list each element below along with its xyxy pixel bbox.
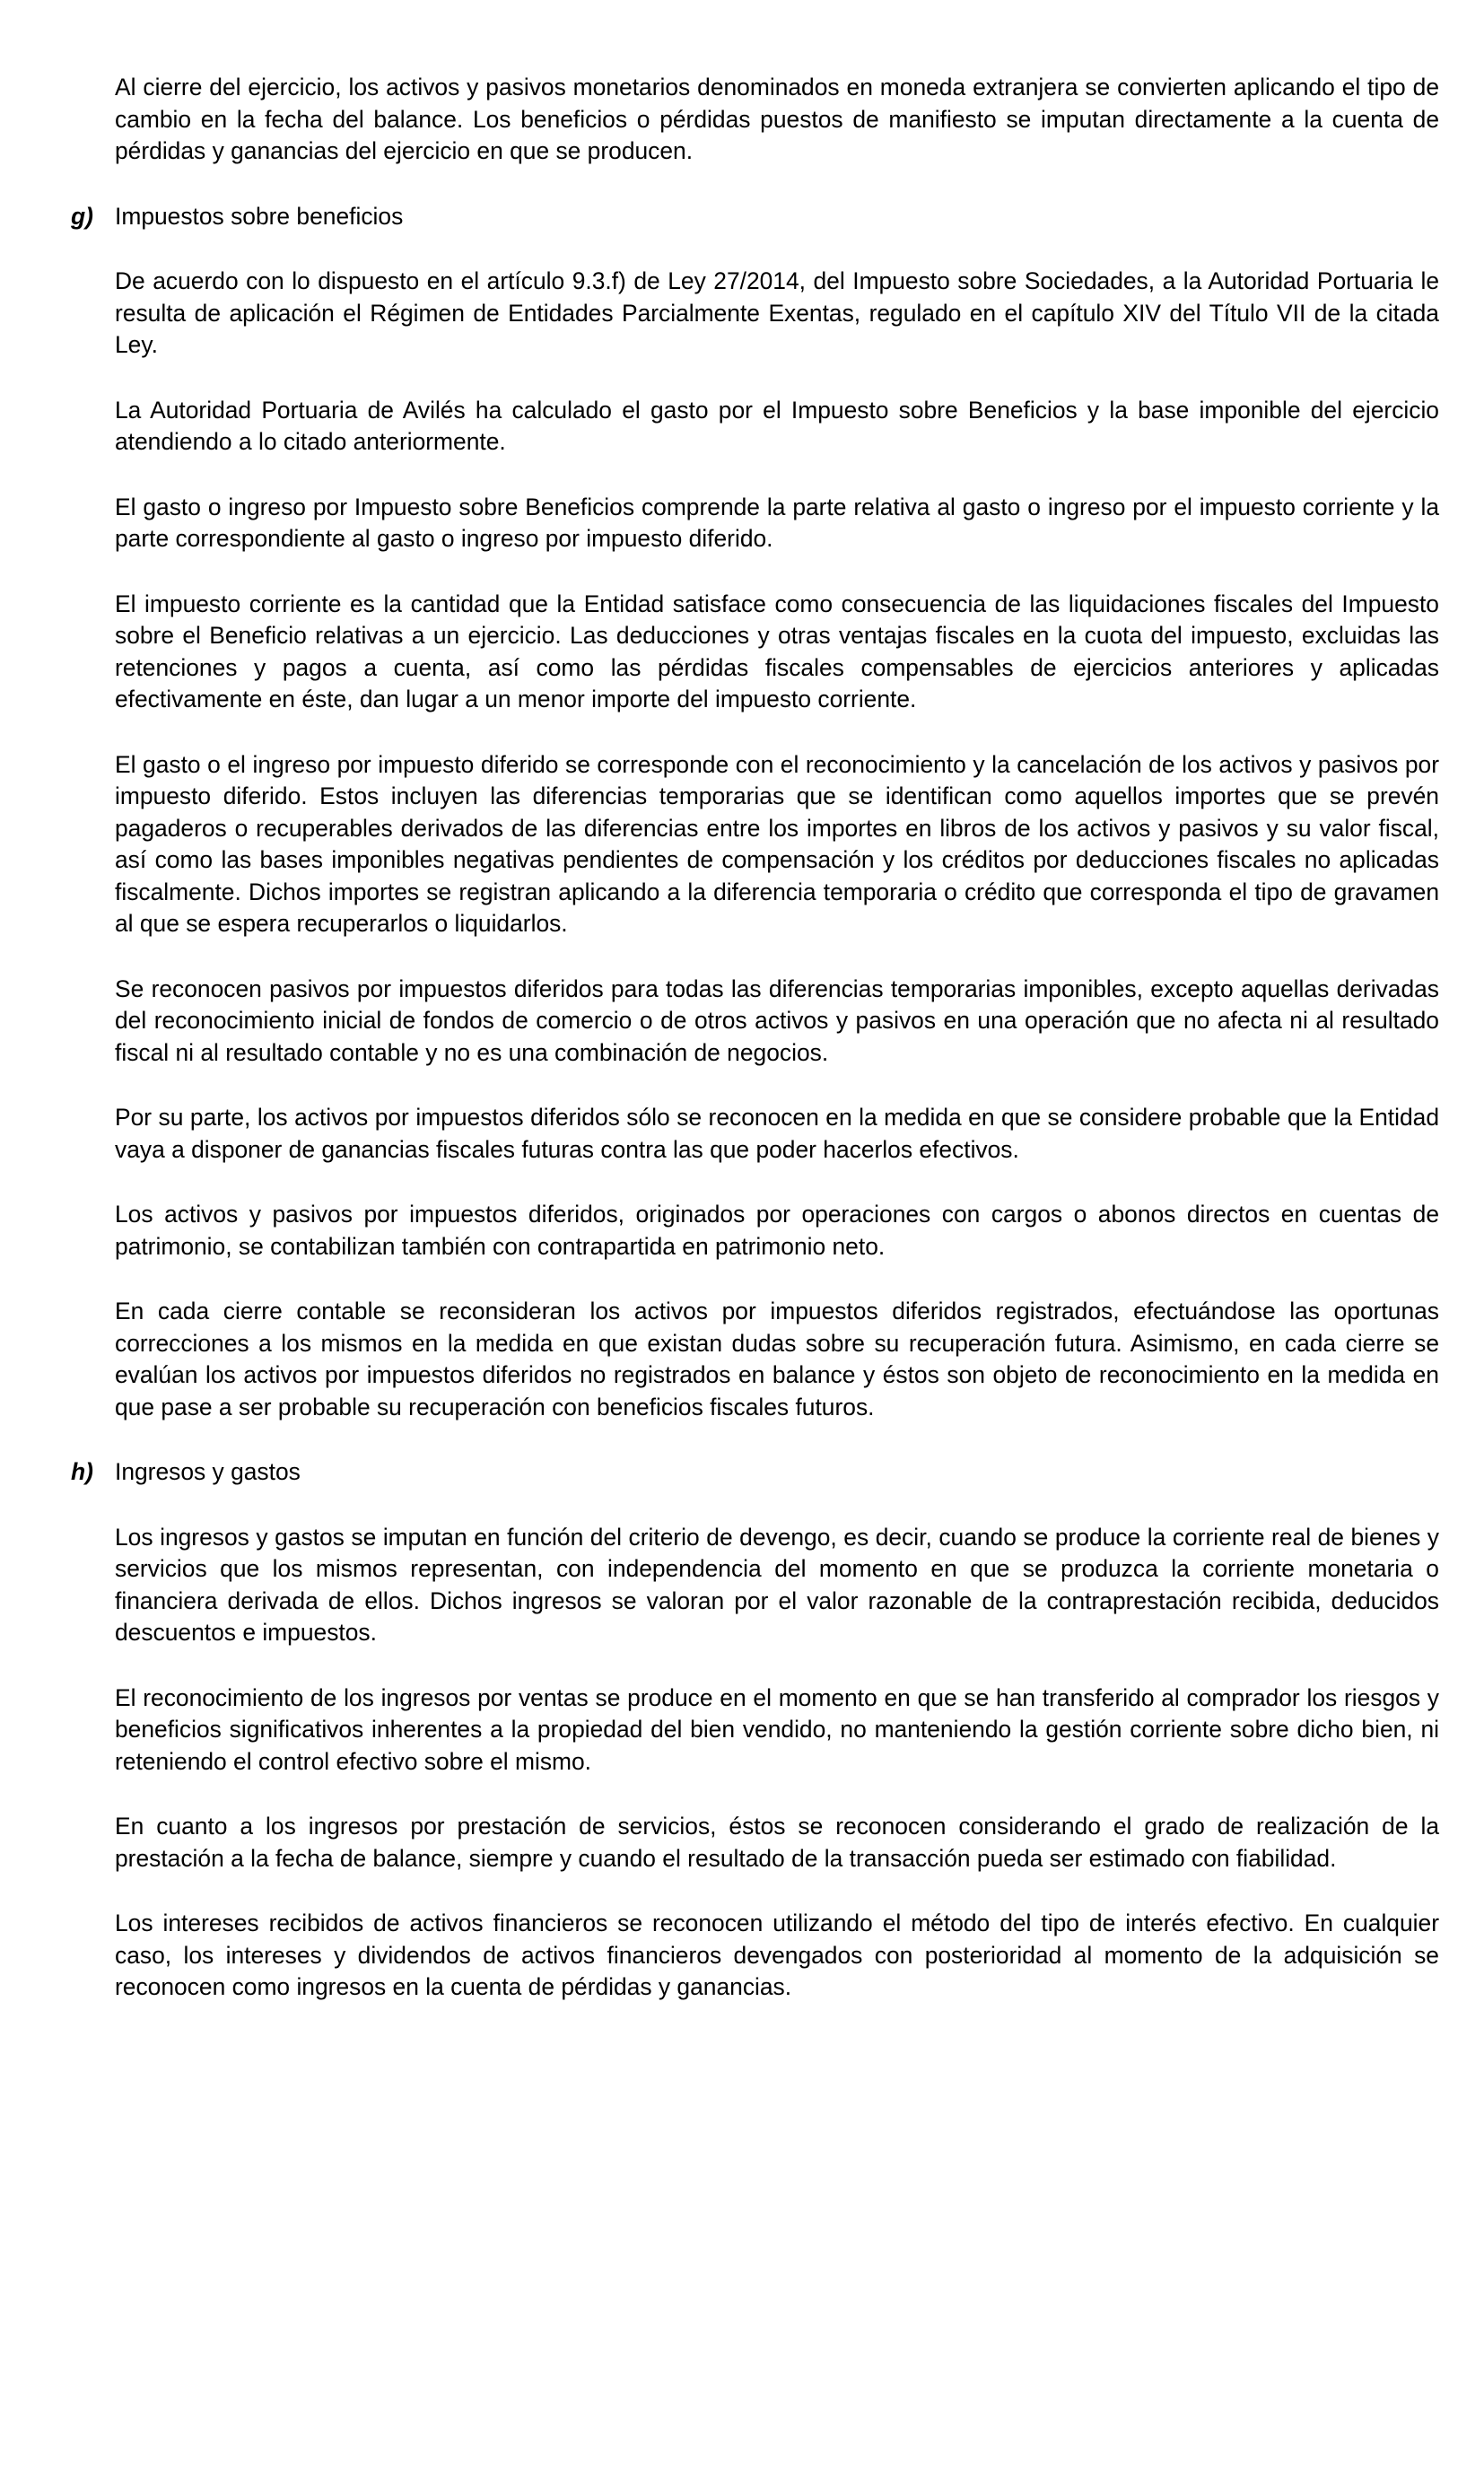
section-heading-g	[71, 201, 1439, 233]
paragraph: Los activos y pasivos por impuestos diferidos, originados por operaciones con cargos o abonos directos en cuentas de patrimonio, se contabilizan también con contrapartida en patrimonio neto.	[115, 1201, 1439, 1260]
section-letter: h)	[71, 1458, 93, 1485]
section-title: Impuestos sobre beneficios	[115, 202, 404, 230]
section-letter: g)	[71, 202, 93, 230]
paragraph: Por su parte, los activos por impuestos diferidos sólo se reconocen en la medida en que se considere probable que la Entidad vaya a disponer de ganancias fiscales futuras contra las que poder hacerlos efectivos.	[115, 1104, 1439, 1163]
paragraph-foreign-currency: Al cierre del ejercicio, los activos y pasivos monetarios denominados en moneda extranjera se convierten aplicando el tipo de cambio en la fecha del balance. Los beneficios o pérdidas puestos de manifiesto se imputan directamente a la cuenta de pérdidas y ganancias del ejercicio en que se producen.	[115, 74, 1439, 164]
section-title: Ingresos y gastos	[115, 1458, 301, 1485]
paragraph: El reconocimiento de los ingresos por ventas se produce en el momento en que se han transferido al comprador los riesgos y beneficios significativos inherentes a la propiedad del bien vendido, no manteniendo la gestión corriente sobre dicho bien, ni reteniendo el control efectivo sobre el mismo.	[115, 1683, 1439, 1775]
paragraph: El gasto o el ingreso por impuesto diferido se corresponde con el reconocimiento y la cancelación de los activos y pasivos por impuesto diferido. Estos incluyen las diferencias temporarias que se identifican como aquellos importes que se prevén pagaderos o recuperables derivados de las diferencias entre los importes en libros de los activos y pasivos y su valor fiscal, así como las bases imponibles negativas pendientes de compensación y los créditos por deducciones fiscales no aplicadas fiscalmente. Dichos importes se registran aplicando a la diferencia temporaria o crédito que corresponda el tipo de gravamen al que se espera recuperarlos o liquidarlos.	[115, 750, 1439, 937]
paragraph: En cuanto a los ingresos por prestación de servicios, éstos se reconocen considerando el grado de realización de la prestación a la fecha de balance, siempre y cuando el resultado de la transacción pueda ser estimado con fiabilidad.	[115, 1813, 1439, 1872]
paragraph: La Autoridad Portuaria de Avilés ha calculado el gasto por el Impuesto sobre Beneficios y la base imponible del ejercicio atendiendo a lo citado anteriormente.	[115, 396, 1439, 455]
paragraph: El gasto o ingreso por Impuesto sobre Beneficios comprende la parte relativa al gasto o ingreso por el impuesto corriente y la parte correspondiente al gasto o ingreso por impuesto diferido.	[115, 493, 1439, 552]
paragraph: El impuesto corriente es la cantidad que la Entidad satisface como consecuencia de las liquidaciones fiscales del Impuesto sobre el Beneficio relativas a un ejercicio. Las deducciones y otras ventajas fiscales en la cuota del impuesto, excluidas las retenciones y pagos a cuenta, así como las pérdidas fiscales compensables de ejercicios anteriores y aplicadas efectivamente en éste, dan lugar a un menor importe del impuesto corriente.	[115, 590, 1439, 712]
paragraph: Los intereses recibidos de activos financieros se reconocen utilizando el método del tipo de interés efectivo. En cualquier caso, los intereses y dividendos de activos financieros devengados con posterioridad al momento de la adquisición se reconocen como ingresos en la cuenta de pérdidas y ganancias.	[115, 1910, 1439, 2000]
paragraph: Los ingresos y gastos se imputan en función del criterio de devengo, es decir, cuando se produce la corriente real de bienes y servicios que los mismos representan, con independencia del momento en que se produzca la corriente monetaria o financiera derivada de ellos. Dichos ingresos se valoran por el valor razonable de la contraprestación recibida, deducidos descuentos e impuestos.	[115, 1523, 1439, 1646]
paragraph: Se reconocen pasivos por impuestos diferidos para todas las diferencias temporarias imponibles, excepto aquellas derivadas del reconocimiento inicial de fondos de comercio o de otros activos y pasivos en una operación que no afecta ni al resultado fiscal ni al resultado contable y no es una combinación de negocios.	[115, 975, 1439, 1066]
paragraph: En cada cierre contable se reconsideran los activos por impuestos diferidos registrados, efectuándose las oportunas correcciones a los mismos en la medida en que existan dudas sobre su recuperación futura. Asimismo, en cada cierre se evalúan los activos por impuestos diferidos no registrados en balance y éstos son objeto de reconocimiento en la medida en que pase a ser probable su recuperación con beneficios fiscales futuros.	[115, 1298, 1439, 1420]
document-body	[71, 72, 1439, 2037]
section-heading-h	[71, 1456, 1439, 1489]
paragraph: De acuerdo con lo dispuesto en el artículo 9.3.f) de Ley 27/2014, del Impuesto sobre Sociedades, a la Autoridad Portuaria le resulta de aplicación el Régimen de Entidades Parcialmente Exentas, regulado en el capítulo XIV del Título VII de la citada Ley.	[115, 267, 1439, 358]
